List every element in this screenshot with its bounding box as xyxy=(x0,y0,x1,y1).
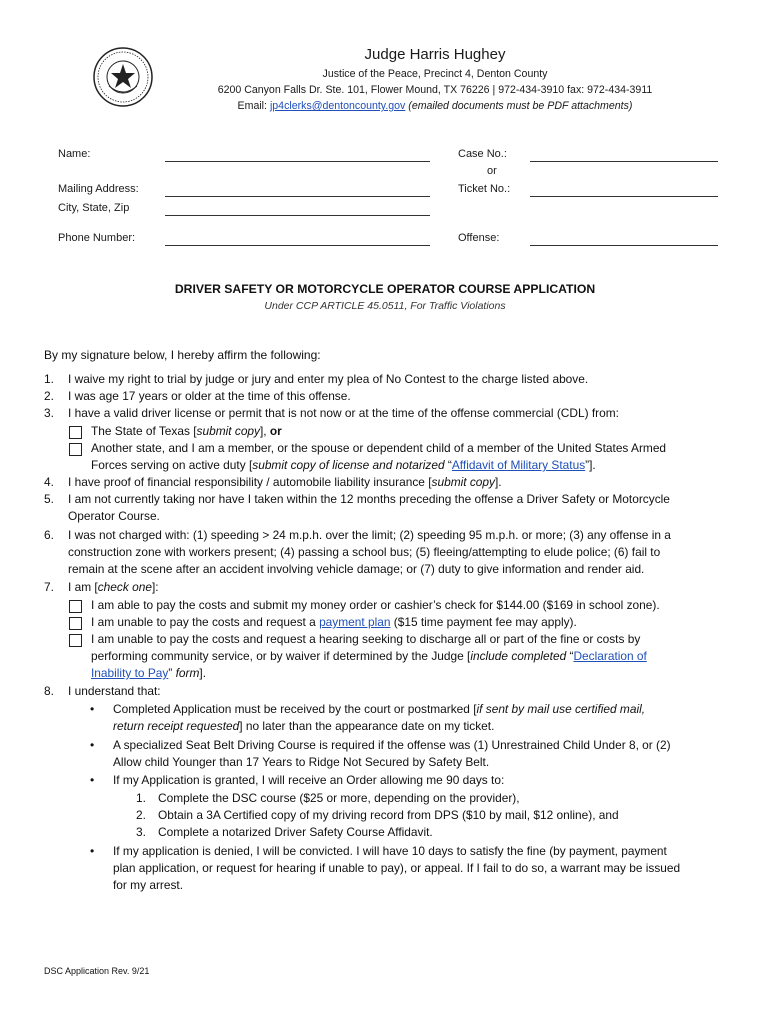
item-number: 5. xyxy=(44,492,54,506)
item-number: 7. xyxy=(44,580,54,594)
email-label: Email: xyxy=(237,100,267,112)
bullet-icon: • xyxy=(90,702,95,716)
item-number: 6. xyxy=(44,528,54,542)
option-text: I am unable to pay the costs and request a xyxy=(91,615,320,629)
item-text: ]: xyxy=(151,580,159,594)
option-text: ”]. xyxy=(585,458,596,472)
mailing-address-label: Mailing Address: xyxy=(58,183,139,195)
item-number: 4. xyxy=(44,475,54,489)
bullet-emphasis: if sent by mail use certified mail, xyxy=(476,702,646,716)
city-state-zip-label: City, State, Zip xyxy=(58,202,130,214)
item-emphasis: submit copy xyxy=(431,475,495,489)
option-text: ($15 time payment fee may apply). xyxy=(390,615,577,629)
sub-item-1: Complete the DSC course ($25 or more, depending on the provider), xyxy=(158,791,520,805)
name-label: Name: xyxy=(58,148,91,160)
texas-license-option xyxy=(91,423,282,440)
able-to-pay-checkbox[interactable] xyxy=(69,600,82,613)
item-number: 1. xyxy=(44,372,54,386)
hearing-request-checkbox[interactable] xyxy=(69,634,82,647)
bullet-2-line2: Allow child Younger than 17 Years to Ridge Not Secured by Safety Belt. xyxy=(113,755,490,769)
texas-license-checkbox[interactable] xyxy=(69,426,82,439)
bullet-1-line1 xyxy=(113,701,645,718)
declaration-inability-link[interactable]: Declaration of xyxy=(573,649,647,663)
bullet-4-line3: for my arrest. xyxy=(113,878,184,892)
item-6-text-line1: I was not charged with: (1) speeding > 24 m.p.h. over the limit; (2) speeding 95 m.p.h. or more; (3) any offense in a xyxy=(68,528,671,542)
judge-name: Judge Harris Hughey xyxy=(364,46,506,63)
bullet-text: Completed Application must be received by the court or postmarked [ xyxy=(113,702,477,716)
sub-item-number: 3. xyxy=(136,825,146,839)
city-state-zip-field[interactable] xyxy=(165,215,430,216)
sub-item-number: 2. xyxy=(136,808,146,822)
item-text: ]. xyxy=(494,475,502,489)
mailing-address-field[interactable] xyxy=(165,196,430,197)
item-text: I have proof of financial responsibility / automobile liability insurance [ xyxy=(68,475,432,489)
item-7-text xyxy=(68,579,159,596)
form-title: DRIVER SAFETY OR MOTORCYCLE OPERATOR COURSE APPLICATION xyxy=(174,282,596,296)
option-text: The State of Texas [ xyxy=(91,424,197,438)
option-text: ]. xyxy=(199,666,207,680)
bullet-icon: • xyxy=(90,844,95,858)
name-field[interactable] xyxy=(165,161,430,162)
intro-text: By my signature below, I hereby affirm the following: xyxy=(44,348,321,362)
hearing-option-line1: I am unable to pay the costs and request a hearing seeking to discharge all or part of the fine or costs by xyxy=(91,632,641,646)
option-text: “ xyxy=(566,649,574,663)
option-emphasis: form xyxy=(175,666,200,680)
item-text: I am [ xyxy=(68,580,98,594)
payment-plan-option xyxy=(91,614,577,631)
ticket-no-field[interactable] xyxy=(530,196,718,197)
other-state-option-line1: Another state, and I am a member, or the spouse or dependent child of a member of the United States Armed xyxy=(91,441,667,455)
email-link[interactable]: jp4clerks@dentoncounty.gov xyxy=(269,100,406,112)
option-or: or xyxy=(269,424,282,438)
revision-footer: DSC Application Rev. 9/21 xyxy=(44,966,150,976)
item-6-text-line3: remain at the scene after an accident involving vehicle damage; or (7) duty to give information and render aid. xyxy=(68,562,645,576)
phone-label: Phone Number: xyxy=(58,232,136,244)
bullet-icon: • xyxy=(90,773,95,787)
affidavit-military-status-link[interactable]: Affidavit of Military Status xyxy=(451,458,586,472)
item-5-text-line2: Operator Course. xyxy=(68,509,160,523)
item-number: 8. xyxy=(44,684,54,698)
email-note: (emailed documents must be PDF attachments) xyxy=(408,100,633,112)
phone-field[interactable] xyxy=(165,245,430,246)
item-3-text: I have a valid driver license or permit that is not now or at the time of the offense commercial (CDL) from: xyxy=(68,406,619,420)
bullet-4-line2: plan application, or request for hearing if unable to pay), or appeal. If I fail to do so, a warrant may be issued xyxy=(113,861,681,875)
county-seal-icon xyxy=(92,46,154,108)
sub-item-number: 1. xyxy=(136,791,146,805)
bullet-3-text: If my Application is granted, I will receive an Order allowing me 90 days to: xyxy=(113,773,505,787)
payment-plan-link[interactable]: payment plan xyxy=(319,615,391,629)
item-2-text: I was age 17 years or older at the time of this offense. xyxy=(68,389,351,403)
form-subtitle: Under CCP ARTICLE 45.0511, For Traffic Violations xyxy=(264,300,506,312)
declaration-inability-link-cont[interactable]: Inability to Pay xyxy=(91,666,169,680)
hearing-option-line2 xyxy=(91,648,647,665)
court-name: Justice of the Peace, Precinct 4, Denton County xyxy=(322,68,548,80)
court-address: 6200 Canyon Falls Dr. Ste. 101, Flower Mound, TX 76226 | 972-434-3910 fax: 972-434-3911 xyxy=(217,84,653,96)
offense-label: Offense: xyxy=(458,232,500,244)
offense-field[interactable] xyxy=(530,245,718,246)
item-5-text-line1: I am not currently taking nor have I taken within the 12 months preceding the offense a Driver Safety or Motorcycle xyxy=(68,492,670,506)
bullet-2-line1: A specialized Seat Belt Driving Course is required if the offense was (1) Unrestrained Child Under 8, or (2) xyxy=(113,738,671,752)
item-number: 2. xyxy=(44,389,54,403)
option-emphasis: include completed xyxy=(470,649,567,663)
option-emphasis: submit copy of license and notarized xyxy=(252,458,445,472)
item-emphasis: check one xyxy=(97,580,152,594)
item-number: 3. xyxy=(44,406,54,420)
item-4-text xyxy=(68,474,502,491)
or-label: or xyxy=(487,165,497,177)
other-state-checkbox[interactable] xyxy=(69,443,82,456)
bullet-text: ] no later than the appearance date on my ticket. xyxy=(239,719,495,733)
option-text: “ xyxy=(444,458,452,472)
option-text: ” xyxy=(168,666,176,680)
case-no-label: Case No.: xyxy=(458,148,507,160)
hearing-option-line3 xyxy=(91,665,206,682)
item-8-text: I understand that: xyxy=(68,684,161,698)
sub-item-2: Obtain a 3A Certified copy of my driving record from DPS ($10 by mail, $12 online), and xyxy=(158,808,619,822)
ticket-no-label: Ticket No.: xyxy=(458,183,511,195)
email-line xyxy=(150,100,720,112)
bullet-emphasis: return receipt requested xyxy=(113,719,240,733)
payment-plan-checkbox[interactable] xyxy=(69,617,82,630)
able-to-pay-option: I am able to pay the costs and submit my money order or cashier’s check for $144.00 ($169 in school zone). xyxy=(91,598,660,612)
sub-item-3: Complete a notarized Driver Safety Course Affidavit. xyxy=(158,825,433,839)
case-no-field[interactable] xyxy=(530,161,718,162)
bullet-icon: • xyxy=(90,738,95,752)
option-emphasis: submit copy xyxy=(196,424,260,438)
other-state-option-line2 xyxy=(91,457,596,474)
option-text: Forces serving on active duty [ xyxy=(91,458,253,472)
item-6-text-line2: construction zone with workers present; (4) passing a school bus; (5) fleeing/attempting to elude police; (6) fail to xyxy=(68,545,661,559)
option-text: performing community service, or by waiver if determined by the Judge [ xyxy=(91,649,471,663)
item-1-text: I waive my right to trial by judge or jury and enter my plea of No Contest to the charge listed above. xyxy=(68,372,589,386)
bullet-4-line1: If my application is denied, I will be convicted. I will have 10 days to satisfy the fine (by payment, payment xyxy=(113,844,667,858)
bullet-1-line2 xyxy=(113,718,494,735)
option-text: ], xyxy=(260,424,270,438)
